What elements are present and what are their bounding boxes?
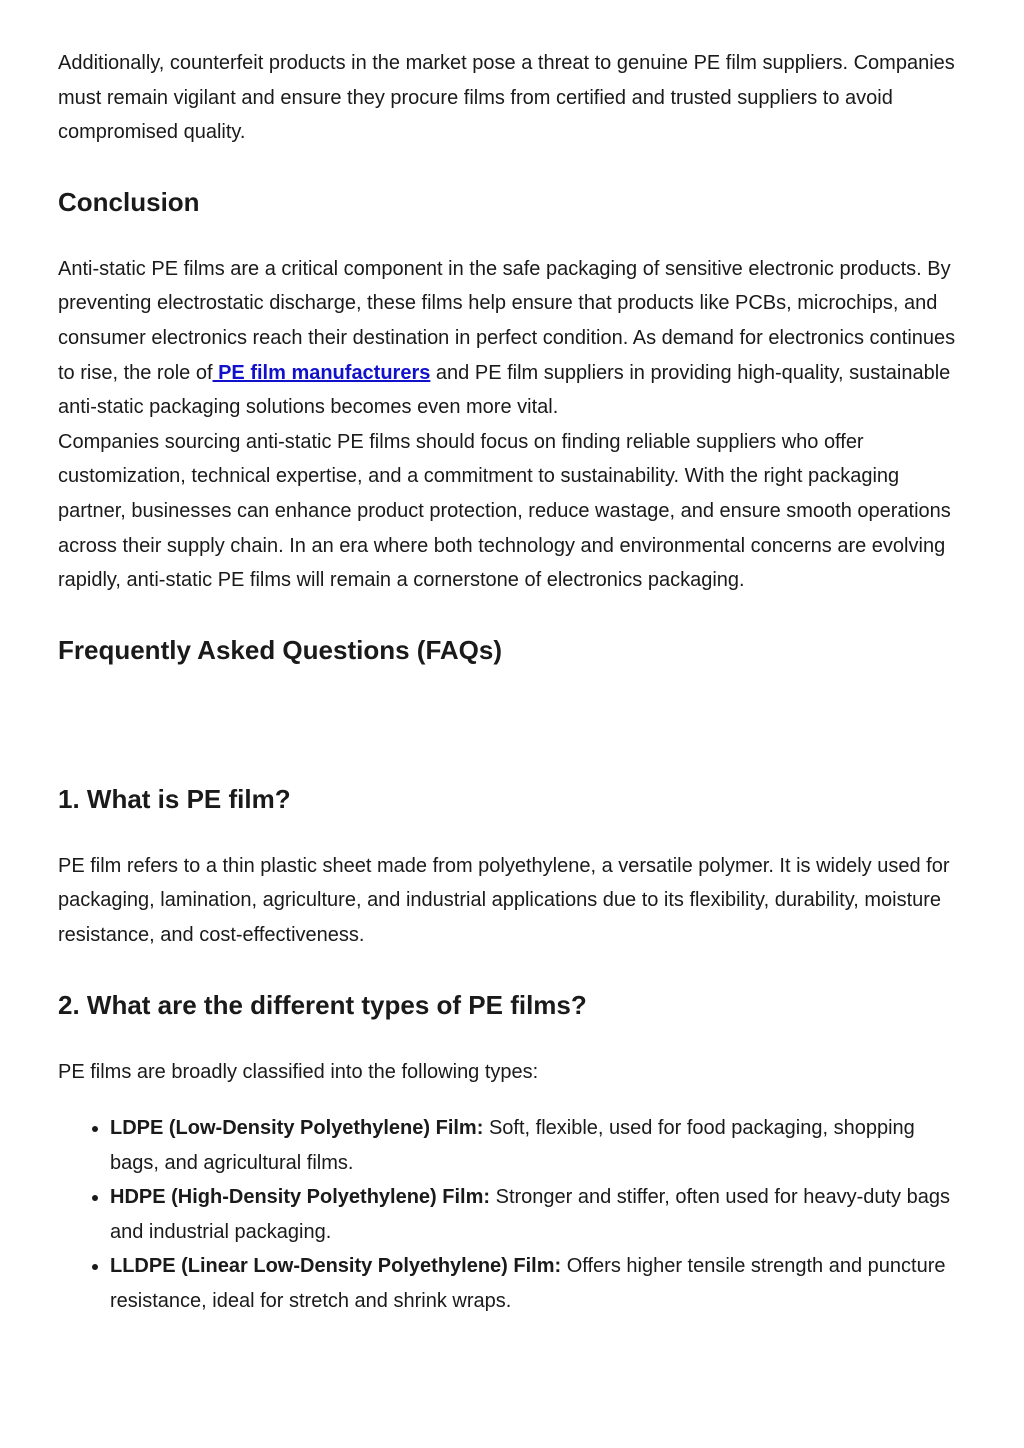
list-item-desc: Stronger and stiffer, often used for heavy-duty bags and industrial packaging. <box>110 1186 950 1243</box>
list-item-term: LDPE (Low-Density Polyethylene) Film: <box>110 1117 484 1140</box>
list-item-desc: Offers higher tensile strength and puncture resistance, ideal for stretch and shrink wraps. <box>110 1255 946 1313</box>
faq-1-answer: PE film refers to a thin plastic sheet made from polyethylene, a versatile polymer. It is widely used for packaging, lamination, agriculture, and industrial applications due to its flexibility, durability, moisture resistance, and cost-effectiveness. <box>58 854 950 946</box>
faqs-heading: Frequently Asked Questions (FAQs) <box>58 634 503 665</box>
list-item <box>110 1180 958 1249</box>
list-item-term: HDPE (High-Density Polyethylene) Film: <box>110 1186 491 1209</box>
conclusion-paragraph-1 <box>58 252 958 425</box>
pe-film-manufacturers-link[interactable]: PE film manufacturers <box>212 361 431 384</box>
list-item <box>110 1249 958 1318</box>
faq-2-intro: PE films are broadly classified into the following types: <box>58 1060 539 1083</box>
list-item-desc: Soft, flexible, used for food packaging, shopping bags, and agricultural films. <box>110 1117 915 1174</box>
document-body <box>58 46 958 1319</box>
conclusion-text-before-link: Anti-static PE films are a critical component in the safe packaging of sensitive electronic products. By preventing electrostatic discharge, these films help ensure that products like PCBs, microchips, and consumer electronics reach their destination in perfect condition. As demand for electronics continues to rise, the role of <box>58 257 956 384</box>
list-item <box>110 1111 958 1180</box>
conclusion-text-after-link: and PE film suppliers in providing high-quality, sustainable anti-static packaging solutions becomes even more vital. <box>58 361 951 419</box>
list-item-term: LLDPE (Linear Low-Density Polyethylene) Film: <box>110 1255 562 1278</box>
intro-paragraph: Additionally, counterfeit products in the market pose a threat to genuine PE film suppliers. Companies must remain vigilant and ensure they procure films from certified and trusted suppliers to avoid compromised quality. <box>58 52 955 144</box>
pe-film-types-list <box>58 1111 958 1319</box>
conclusion-paragraph-2: Companies sourcing anti-static PE films should focus on finding reliable suppliers who offer customization, technical expertise, and a commitment to sustainability. With the right packaging partner, businesses can enhance product protection, reduce wastage, and ensure smooth operations across their supply chain. In an era where both technology and environmental concerns are evolving rapidly, anti-static PE films will remain a cornerstone of electronics packaging. <box>58 430 951 592</box>
conclusion-heading: Conclusion <box>58 186 200 217</box>
faq-2-heading: 2. What are the different types of PE films? <box>58 989 587 1020</box>
faq-1-heading: 1. What is PE film? <box>58 783 291 814</box>
